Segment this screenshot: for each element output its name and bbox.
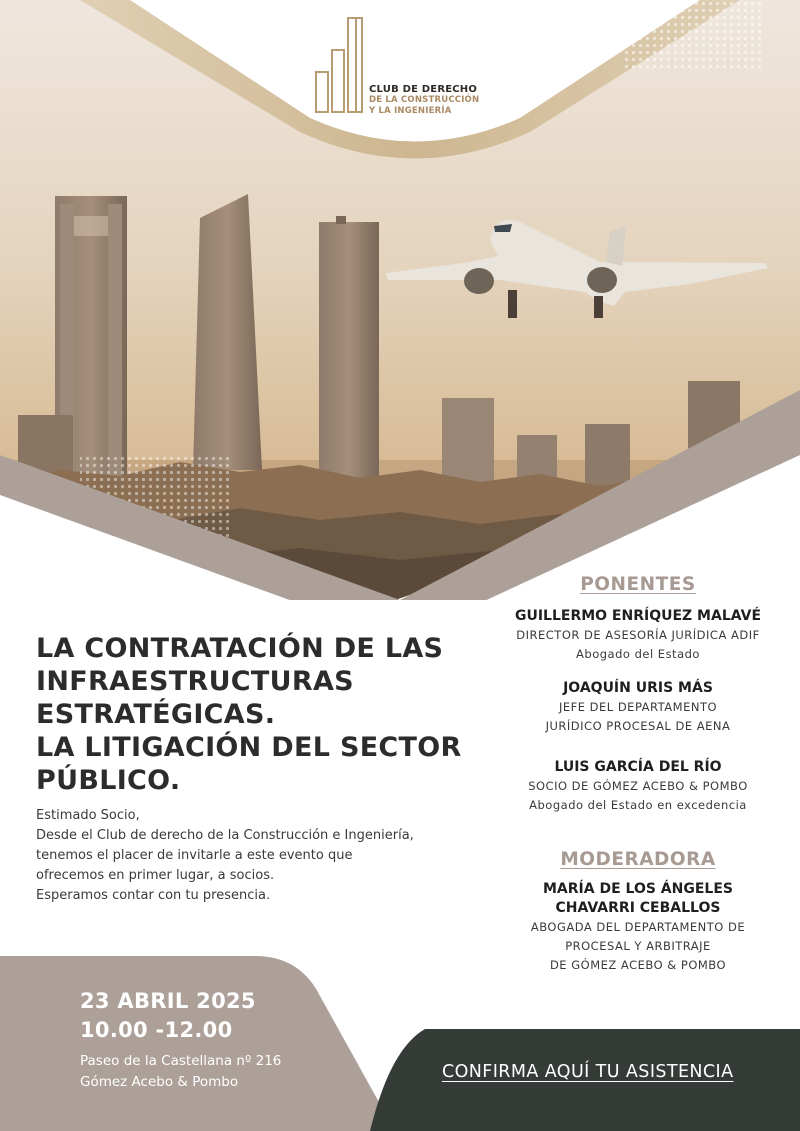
event-venue: Gómez Acebo & Pombo <box>80 1074 239 1090</box>
logo-line-3: Y LA INGENIERÍA <box>369 106 452 116</box>
club-logo-text <box>369 84 479 117</box>
skyscraper-3 <box>319 216 379 484</box>
intro-line: tenemos el placer de invitarle a este evento que <box>36 848 353 863</box>
ponentes-heading: PONENTES <box>580 574 696 595</box>
moderator-name: CHAVARRI CEBALLOS <box>555 900 721 916</box>
title-line: ESTRATÉGICAS. <box>36 699 276 730</box>
speaker-3 <box>478 758 798 815</box>
speaker-role: DIRECTOR DE ASESORÍA JURÍDICA ADIF <box>516 628 760 642</box>
event-title <box>36 632 466 797</box>
speaker-role: Abogado del Estado <box>576 647 700 661</box>
confirm-attendance-link[interactable]: CONFIRMA AQUÍ TU ASISTENCIA <box>442 1062 734 1082</box>
event-address: Paseo de la Castellana nº 216 <box>80 1053 282 1069</box>
title-line: LA CONTRATACIÓN DE LAS <box>36 633 444 664</box>
intro-text <box>36 806 476 906</box>
speakers-column <box>478 574 798 975</box>
moderator <box>478 880 798 975</box>
speaker-role: JEFE DEL DEPARTAMENTO <box>558 700 718 714</box>
moderator-role: DE GÓMEZ ACEBO & POMBO <box>549 958 727 972</box>
speaker-role: SOCIO DE GÓMEZ ACEBO & POMBO <box>528 779 748 793</box>
club-logo <box>312 12 492 122</box>
event-time: 10.00 -12.00 <box>80 1018 233 1042</box>
title-line: LA LITIGACIÓN DEL SECTOR <box>36 732 462 763</box>
intro-line: Desde el Club de derecho de la Construcción e Ingeniería, <box>36 828 414 843</box>
moderator-role: ABOGADA DEL DEPARTAMENTO DE <box>530 920 746 934</box>
speaker-role: Abogado del Estado en excedencia <box>529 798 747 812</box>
logo-line-1: CLUB DE DERECHO <box>369 84 478 95</box>
intro-line: Esperamos contar con tu presencia. <box>36 888 271 903</box>
event-date: 23 ABRIL 2025 <box>80 989 256 1013</box>
speaker-2 <box>478 679 798 736</box>
speaker-name: LUIS GARCÍA DEL RÍO <box>554 759 722 775</box>
title-line: PÚBLICO. <box>36 765 181 796</box>
speaker-name: GUILLERMO ENRÍQUEZ MALAVÉ <box>514 608 762 624</box>
event-details <box>80 987 281 1093</box>
moderadora-heading: MODERADORA <box>560 849 716 870</box>
speaker-name: JOAQUÍN URIS MÁS <box>563 680 713 696</box>
title-line: INFRAESTRUCTURAS <box>36 666 354 697</box>
club-logo-mark <box>312 12 368 116</box>
moderator-role: PROCESAL Y ARBITRAJE <box>565 939 711 953</box>
speaker-role: JURÍDICO PROCESAL DE AENA <box>545 719 731 733</box>
intro-line: Estimado Socio, <box>36 808 140 823</box>
logo-line-2: DE LA CONSTRUCCIÓN <box>369 95 480 105</box>
speaker-1 <box>478 607 798 664</box>
moderator-name: MARÍA DE LOS ÁNGELES <box>543 881 733 897</box>
intro-line: ofrecemos en primer lugar, a socios. <box>36 868 275 883</box>
